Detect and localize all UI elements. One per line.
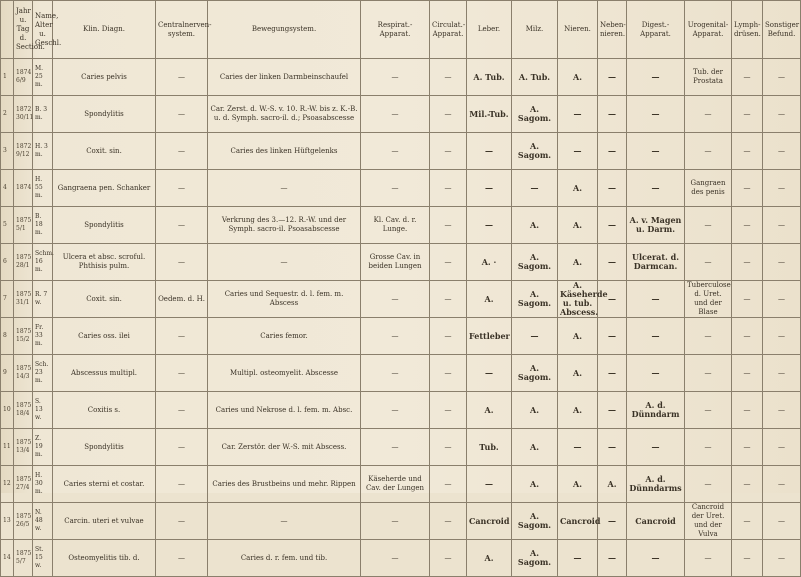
header-liver: Leber. <box>467 1 512 59</box>
table-row <box>1 244 801 281</box>
row-respiratory: Käseherde und Cav. der Lungen <box>361 466 430 503</box>
row-other: — <box>763 207 801 244</box>
row-liver: Fettleber <box>467 318 512 355</box>
row-spleen: A. <box>512 466 558 503</box>
table-row <box>1 207 801 244</box>
row-lymph: — <box>732 466 763 503</box>
row-cns: — <box>156 207 208 244</box>
row-person: S. 13 w. <box>33 392 53 429</box>
table-row <box>1 429 801 466</box>
row-urogenital: — <box>685 540 732 577</box>
row-respiratory: — <box>361 96 430 133</box>
row-respiratory: — <box>361 429 430 466</box>
row-person: B. 18 m. <box>33 207 53 244</box>
ledger-body <box>1 59 801 577</box>
row-person: H. 55 m. <box>33 170 53 207</box>
row-diagnosis: Caries pelvis <box>53 59 156 96</box>
row-adrenals: — <box>598 207 627 244</box>
row-lymph: — <box>732 96 763 133</box>
row-movement: Caries femor. <box>208 318 361 355</box>
row-date: 1874 6/9 <box>14 59 33 96</box>
row-lymph: — <box>732 429 763 466</box>
row-respiratory: — <box>361 318 430 355</box>
row-adrenals: — <box>598 170 627 207</box>
row-digestive: Ulcerat. d. Darmcan. <box>627 244 685 281</box>
row-movement: Caries des linken Hüftgelenks <box>208 133 361 170</box>
table-row <box>1 392 801 429</box>
row-urogenital: — <box>685 355 732 392</box>
row-date: 1875 31/1 <box>14 281 33 318</box>
row-diagnosis: Caries sterni et costar. <box>53 466 156 503</box>
row-diagnosis: Spondylitis <box>53 207 156 244</box>
row-adrenals: — <box>598 244 627 281</box>
row-number: 10 <box>1 392 14 429</box>
row-other: — <box>763 392 801 429</box>
row-urogenital: — <box>685 392 732 429</box>
row-liver: — <box>467 466 512 503</box>
header-kidneys: Nieren. <box>558 1 598 59</box>
row-circulatory: — <box>430 540 467 577</box>
row-spleen: A. Sagom. <box>512 540 558 577</box>
row-other: — <box>763 429 801 466</box>
row-liver: Cancroid <box>467 503 512 540</box>
row-liver: A. · <box>467 244 512 281</box>
row-spleen: A. Tub. <box>512 59 558 96</box>
header-movement: Bewegungsystem. <box>208 1 361 59</box>
row-liver: Mil.-Tub. <box>467 96 512 133</box>
row-lymph: — <box>732 170 763 207</box>
row-adrenals: — <box>598 503 627 540</box>
table-row <box>1 466 801 503</box>
row-kidneys: Cancroid <box>558 503 598 540</box>
row-respiratory: — <box>361 170 430 207</box>
row-movement: — <box>208 244 361 281</box>
row-circulatory: — <box>430 392 467 429</box>
row-date: 1875 28/1 <box>14 244 33 281</box>
header-date: Jahr u. Tag d. Section. <box>14 1 33 59</box>
row-kidneys: A. <box>558 207 598 244</box>
row-person: N. 48 w. <box>33 503 53 540</box>
row-date: 1874 <box>14 170 33 207</box>
row-person: St. 15 w. <box>33 540 53 577</box>
row-spleen: A. Sagom. <box>512 355 558 392</box>
row-other: — <box>763 133 801 170</box>
row-urogenital: — <box>685 133 732 170</box>
row-adrenals: — <box>598 96 627 133</box>
row-number: 9 <box>1 355 14 392</box>
row-number: 3 <box>1 133 14 170</box>
header-circulatory: Circulat.-Apparat. <box>430 1 467 59</box>
row-lymph: — <box>732 133 763 170</box>
row-adrenals: — <box>598 540 627 577</box>
table-row <box>1 59 801 96</box>
row-digestive: — <box>627 540 685 577</box>
row-date: 1872 9/12 <box>14 133 33 170</box>
table-row <box>1 96 801 133</box>
row-respiratory: — <box>361 281 430 318</box>
row-lymph: — <box>732 244 763 281</box>
row-respiratory: Kl. Cav. d. r. Lunge. <box>361 207 430 244</box>
row-other: — <box>763 355 801 392</box>
row-other: — <box>763 540 801 577</box>
row-cns: — <box>156 318 208 355</box>
row-respiratory: — <box>361 59 430 96</box>
row-liver: Tub. <box>467 429 512 466</box>
row-kidneys: — <box>558 133 598 170</box>
row-cns: — <box>156 540 208 577</box>
row-number: 8 <box>1 318 14 355</box>
row-spleen: A. Sagom. <box>512 503 558 540</box>
header-respiratory: Respirat.-Apparat. <box>361 1 430 59</box>
row-movement: Caries und Sequestr. d. l. fem. m. Abscess <box>208 281 361 318</box>
row-cns: Oedem. d. H. <box>156 281 208 318</box>
row-movement: Caries d. r. fem. und tib. <box>208 540 361 577</box>
row-cns: — <box>156 466 208 503</box>
row-circulatory: — <box>430 318 467 355</box>
row-digestive: Cancroid <box>627 503 685 540</box>
row-number: 5 <box>1 207 14 244</box>
row-spleen: A. Sagom. <box>512 244 558 281</box>
row-spleen: A. Sagom. <box>512 133 558 170</box>
row-digestive: — <box>627 170 685 207</box>
row-lymph: — <box>732 318 763 355</box>
row-adrenals: — <box>598 281 627 318</box>
row-urogenital: Cancroid der Uret. und der Vulva <box>685 503 732 540</box>
row-number: 4 <box>1 170 14 207</box>
row-spleen: A. Sagom. <box>512 96 558 133</box>
row-circulatory: — <box>430 355 467 392</box>
row-date: 1875 13/4 <box>14 429 33 466</box>
row-urogenital: Gangraen des penis <box>685 170 732 207</box>
row-movement: — <box>208 503 361 540</box>
table-row <box>1 355 801 392</box>
row-number: 12 <box>1 466 14 503</box>
row-lymph: — <box>732 355 763 392</box>
row-circulatory: — <box>430 429 467 466</box>
row-cns: — <box>156 355 208 392</box>
row-lymph: — <box>732 207 763 244</box>
row-movement: Caries des Brustbeins und mehr. Rippen <box>208 466 361 503</box>
row-number: 1 <box>1 59 14 96</box>
row-respiratory: Grosse Cav. in beiden Lungen <box>361 244 430 281</box>
row-person: R. 7 w. <box>33 281 53 318</box>
row-circulatory: — <box>430 244 467 281</box>
row-kidneys: — <box>558 96 598 133</box>
row-diagnosis: Coxitis s. <box>53 392 156 429</box>
row-movement: Multipl. osteomyelit. Abscesse <box>208 355 361 392</box>
table-row <box>1 540 801 577</box>
row-spleen: A. <box>512 207 558 244</box>
row-diagnosis: Coxit. sin. <box>53 281 156 318</box>
row-person: H. 3 m. <box>33 133 53 170</box>
row-digestive: — <box>627 96 685 133</box>
row-respiratory: — <box>361 355 430 392</box>
row-digestive: — <box>627 133 685 170</box>
row-kidneys: A. Käseherde u. tub. Abscess. <box>558 281 598 318</box>
row-urogenital: — <box>685 429 732 466</box>
row-other: — <box>763 244 801 281</box>
row-lymph: — <box>732 392 763 429</box>
row-circulatory: — <box>430 207 467 244</box>
row-liver: A. Tub. <box>467 59 512 96</box>
row-spleen: — <box>512 170 558 207</box>
row-diagnosis: Osteomyelitis tib. d. <box>53 540 156 577</box>
row-number: 6 <box>1 244 14 281</box>
row-digestive: A. v. Magen u. Darm. <box>627 207 685 244</box>
row-spleen: A. <box>512 392 558 429</box>
row-digestive: A. d. Dünndarms <box>627 466 685 503</box>
table-row <box>1 133 801 170</box>
row-movement: Car. Zerstör. der W.-S. mit Abscess. <box>208 429 361 466</box>
row-diagnosis: Gangraena pen. Schanker <box>53 170 156 207</box>
row-kidneys: A. <box>558 170 598 207</box>
table-row <box>1 503 801 540</box>
row-spleen: — <box>512 318 558 355</box>
table-row <box>1 318 801 355</box>
row-movement: Caries und Nekrose d. l. fem. m. Absc. <box>208 392 361 429</box>
row-cns: — <box>156 170 208 207</box>
row-adrenals: — <box>598 133 627 170</box>
header-person: Name, Alter u. Geschl. <box>33 1 53 59</box>
row-diagnosis: Abscessus multipl. <box>53 355 156 392</box>
header-row <box>1 1 801 59</box>
row-other: — <box>763 281 801 318</box>
row-person: Fr. 33 m. <box>33 318 53 355</box>
row-date: 1875 18/4 <box>14 392 33 429</box>
row-digestive: — <box>627 429 685 466</box>
row-number: 2 <box>1 96 14 133</box>
row-cns: — <box>156 133 208 170</box>
row-person: Z. 19 m. <box>33 429 53 466</box>
row-circulatory: — <box>430 59 467 96</box>
row-person: M. 25 m. <box>33 59 53 96</box>
row-urogenital: — <box>685 318 732 355</box>
row-kidneys: A. <box>558 59 598 96</box>
row-lymph: — <box>732 503 763 540</box>
row-urogenital: — <box>685 244 732 281</box>
header-nr <box>1 1 14 59</box>
row-person: Sch. 23 m. <box>33 355 53 392</box>
row-digestive: — <box>627 355 685 392</box>
row-liver: — <box>467 170 512 207</box>
row-liver: A. <box>467 392 512 429</box>
row-adrenals: A. <box>598 466 627 503</box>
header-urogenital: Urogenital-Apparat. <box>685 1 732 59</box>
row-diagnosis: Coxit. sin. <box>53 133 156 170</box>
row-number: 11 <box>1 429 14 466</box>
row-date: 1875 5/1 <box>14 207 33 244</box>
row-kidneys: A. <box>558 355 598 392</box>
row-digestive: — <box>627 281 685 318</box>
header-digestive: Digest.-Apparat. <box>627 1 685 59</box>
row-respiratory: — <box>361 392 430 429</box>
row-diagnosis: Ulcera et absc. scroful. Phthisis pulm. <box>53 244 156 281</box>
row-movement: Verkrung des 3.—12. R.-W. und der Symph. sacro-il. Psoasabscesse <box>208 207 361 244</box>
row-kidneys: A. <box>558 392 598 429</box>
row-circulatory: — <box>430 133 467 170</box>
row-date: 1875 14/3 <box>14 355 33 392</box>
row-diagnosis: Spondylitis <box>53 429 156 466</box>
row-date: 1872 30/11 <box>14 96 33 133</box>
row-cns: — <box>156 59 208 96</box>
row-urogenital: Tub. der Prostata <box>685 59 732 96</box>
row-date: 1875 5/7 <box>14 540 33 577</box>
header-spleen: Milz. <box>512 1 558 59</box>
row-lymph: — <box>732 59 763 96</box>
row-urogenital: — <box>685 96 732 133</box>
row-kidneys: — <box>558 429 598 466</box>
row-liver: — <box>467 207 512 244</box>
row-diagnosis: Carcin. uteri et vulvae <box>53 503 156 540</box>
row-respiratory: — <box>361 503 430 540</box>
row-urogenital: — <box>685 466 732 503</box>
header-cns: Centralnerven-system. <box>156 1 208 59</box>
row-person: H. 30 m. <box>33 466 53 503</box>
row-circulatory: — <box>430 466 467 503</box>
header-lymph: Lymph-drüsen. <box>732 1 763 59</box>
row-spleen: A. <box>512 429 558 466</box>
header-other: Sonstiger Befund. <box>763 1 801 59</box>
row-date: 1875 26/5 <box>14 503 33 540</box>
row-other: — <box>763 503 801 540</box>
row-circulatory: — <box>430 170 467 207</box>
row-movement: Caries der linken Darmbeinschaufel <box>208 59 361 96</box>
row-kidneys: A. <box>558 244 598 281</box>
row-other: — <box>763 59 801 96</box>
row-lymph: — <box>732 281 763 318</box>
row-respiratory: — <box>361 133 430 170</box>
row-number: 7 <box>1 281 14 318</box>
row-kidneys: A. <box>558 466 598 503</box>
row-adrenals: — <box>598 59 627 96</box>
row-adrenals: — <box>598 429 627 466</box>
header-diagnosis: Klin. Diagn. <box>53 1 156 59</box>
table-row <box>1 281 801 318</box>
row-adrenals: — <box>598 355 627 392</box>
row-movement: — <box>208 170 361 207</box>
row-lymph: — <box>732 540 763 577</box>
row-other: — <box>763 96 801 133</box>
row-movement: Car. Zerst. d. W.-S. v. 10. R.-W. bis z. K.-B. u. d. Symph. sacro-il. d.; Psoasabscesse <box>208 96 361 133</box>
row-person: Schm. 16 m. <box>33 244 53 281</box>
row-urogenital: Tuberculose d. Uret. und der Blase <box>685 281 732 318</box>
row-diagnosis: Caries oss. ilei <box>53 318 156 355</box>
row-cns: — <box>156 503 208 540</box>
row-number: 14 <box>1 540 14 577</box>
row-liver: A. <box>467 281 512 318</box>
row-liver: — <box>467 133 512 170</box>
row-date: 1875 27/4 <box>14 466 33 503</box>
row-diagnosis: Spondylitis <box>53 96 156 133</box>
row-cns: — <box>156 392 208 429</box>
row-urogenital: — <box>685 207 732 244</box>
row-circulatory: — <box>430 503 467 540</box>
row-cns: — <box>156 96 208 133</box>
row-liver: — <box>467 355 512 392</box>
row-spleen: A. Sagom. <box>512 281 558 318</box>
row-other: — <box>763 466 801 503</box>
row-other: — <box>763 318 801 355</box>
row-adrenals: — <box>598 318 627 355</box>
row-number: 13 <box>1 503 14 540</box>
row-digestive: — <box>627 318 685 355</box>
row-adrenals: — <box>598 392 627 429</box>
row-circulatory: — <box>430 96 467 133</box>
row-circulatory: — <box>430 281 467 318</box>
row-kidneys: — <box>558 540 598 577</box>
row-digestive: — <box>627 59 685 96</box>
row-kidneys: A. <box>558 318 598 355</box>
row-date: 1875 15/2 <box>14 318 33 355</box>
row-cns: — <box>156 429 208 466</box>
row-respiratory: — <box>361 540 430 577</box>
row-cns: — <box>156 244 208 281</box>
header-adrenals: Neben-nieren. <box>598 1 627 59</box>
row-digestive: A. d. Dünndarm <box>627 392 685 429</box>
row-other: — <box>763 170 801 207</box>
table-row <box>1 170 801 207</box>
row-person: B. 3 m. <box>33 96 53 133</box>
row-liver: A. <box>467 540 512 577</box>
